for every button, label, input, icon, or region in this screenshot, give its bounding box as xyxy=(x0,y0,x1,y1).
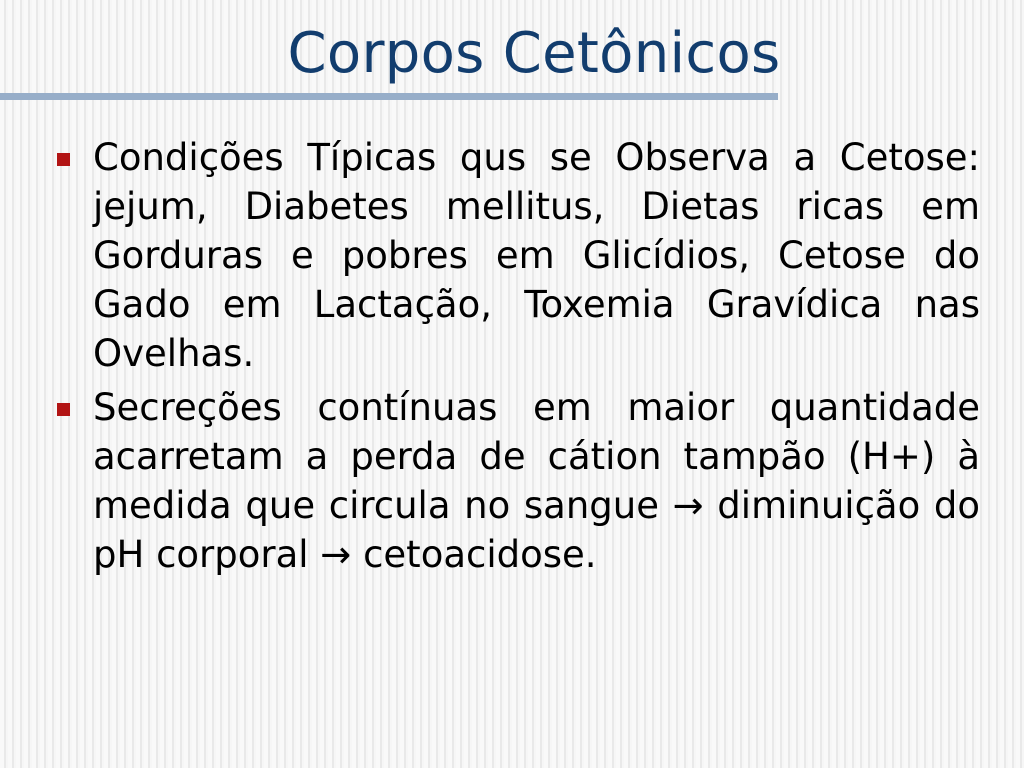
title-underline xyxy=(0,93,778,100)
bullet-text: Secreções contínuas em maior quantidade acarretam a perda de cátion tampão (H+) à medida que circula no sangue → diminuição do pH corporal → cetoacidose. xyxy=(93,386,980,576)
square-bullet-icon xyxy=(57,403,70,416)
bullet-text: Condições Típicas qus se Observa a Cetose: jejum, Diabetes mellitus, Dietas ricas em Gorduras e pobres em Glicídios, Cetose do Gado em Lactação, Toxemia Gravídica nas Ovelhas. xyxy=(93,136,980,375)
bullet-item-conditions xyxy=(56,133,980,378)
bullet-list xyxy=(56,133,980,584)
bullet-item-secretions xyxy=(56,383,980,579)
square-bullet-icon xyxy=(57,153,70,166)
slide-title: Corpos Cetônicos xyxy=(287,21,781,86)
